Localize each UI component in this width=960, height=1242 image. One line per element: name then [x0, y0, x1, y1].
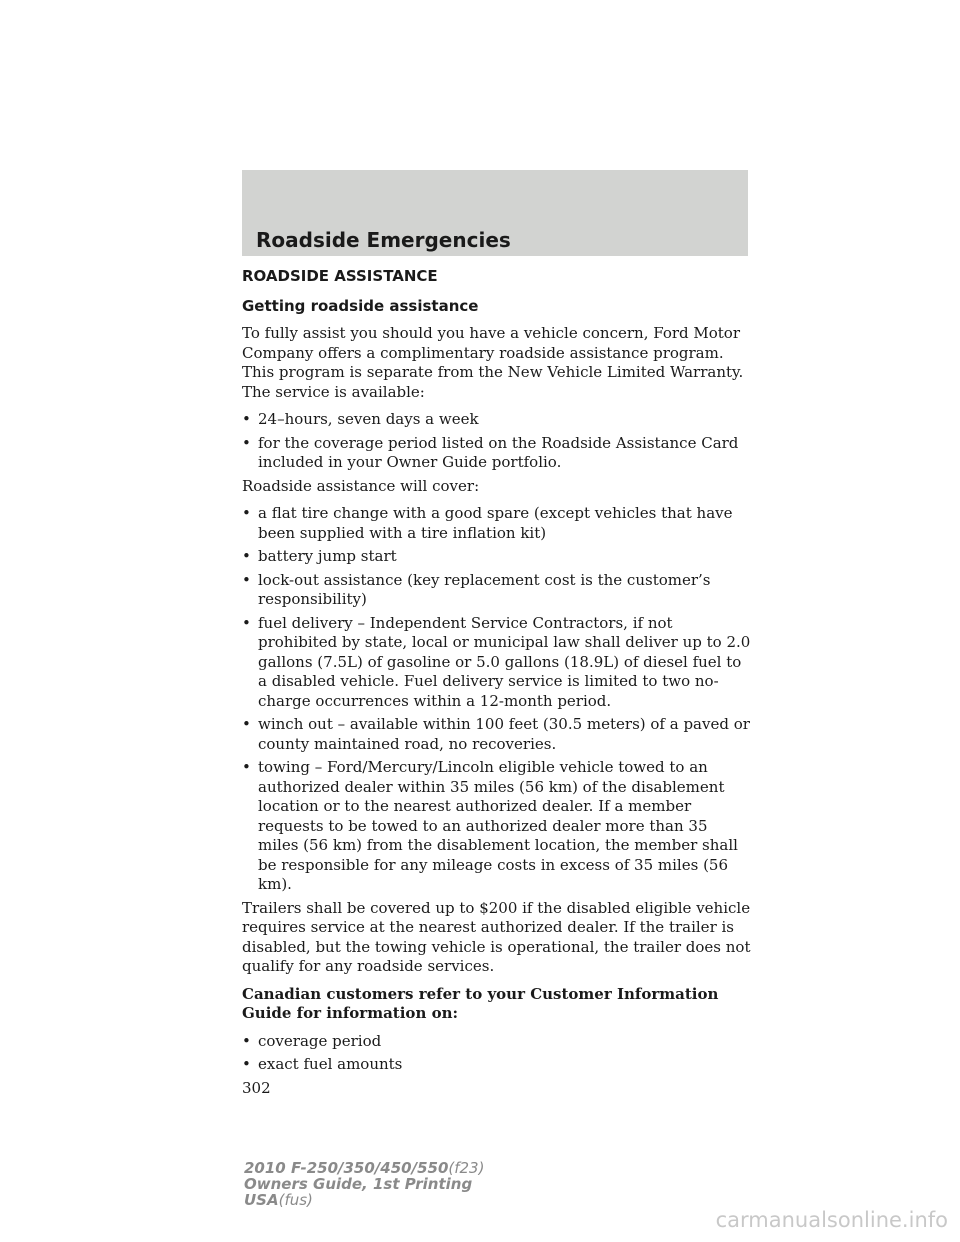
availability-list — [242, 410, 752, 473]
list-item — [242, 614, 752, 712]
list-item-text: winch out – available within 100 feet (30.5 meters) of a paved or county maintained road, no recoveries. — [258, 715, 750, 753]
list-item-text: towing – Ford/Mercury/Lincoln eligible vehicle towed to an authorized dealer within 35 miles (56 km) of the disablement location or to the nearest authorized dealer. If a member requests to be towed to an authorized dealer more than 35 miles (56 km) from the disablement location, the member shall be responsible for any mileage costs in excess of 35 miles (56 km). — [258, 758, 738, 893]
subsection-heading: Getting roadside assistance — [242, 296, 479, 315]
list-item — [242, 547, 752, 567]
list-item-text: a flat tire change with a good spare (except vehicles that have been supplied with a tire inflation kit) — [258, 504, 733, 542]
page-title: Roadside Emergencies — [256, 228, 511, 252]
bullet-icon: • — [242, 758, 251, 776]
footer-model: 2010 F-250/350/450/550 — [244, 1159, 449, 1177]
list-item-text: fuel delivery – Independent Service Contractors, if not prohibited by state, local or municipal law shall deliver up to 2.0 gallons (7.5L) of gasoline or 5.0 gallons (18.9L) of diesel fuel to a disabled vehicle. Fuel delivery service is limited to two no-charge occurrences within a 12-month period. — [258, 613, 751, 710]
list-item — [242, 715, 752, 754]
footer-printing: Owners Guide, 1st Printing — [244, 1175, 473, 1193]
canadian-list — [242, 1032, 752, 1075]
list-item — [242, 434, 752, 473]
page-content — [242, 267, 752, 1098]
coverage-list — [242, 504, 752, 895]
bullet-icon: • — [242, 433, 251, 452]
bullet-icon: • — [242, 1031, 251, 1050]
bullet-icon: • — [242, 570, 251, 589]
bullet-icon: • — [242, 1055, 251, 1073]
footer-market-code: (fus) — [278, 1191, 313, 1209]
print-footer — [244, 1160, 484, 1208]
canadian-note: Canadian customers refer to your Customer Information Guide for information on: — [242, 984, 719, 1022]
footer-line-model — [244, 1160, 484, 1176]
section-heading: ROADSIDE ASSISTANCE — [242, 267, 438, 285]
list-item-text: 24–hours, seven days a week — [258, 410, 479, 428]
bullet-icon: • — [242, 410, 251, 428]
list-item-text: exact fuel amounts — [258, 1055, 403, 1073]
list-item — [242, 504, 752, 543]
list-item-text: for the coverage period listed on the Roadside Assistance Card included in your Owner Guide portfolio. — [258, 433, 739, 471]
watermark: carmanualsonline.info — [715, 1208, 948, 1232]
bullet-icon: • — [242, 613, 251, 632]
footer-market: USA — [244, 1191, 279, 1209]
list-item-text: battery jump start — [258, 547, 397, 565]
intro-paragraph: To fully assist you should you have a vehicle concern, Ford Motor Company offers a complimentary roadside assistance program. This program is separate from the New Vehicle Limited Warranty. The service is available: — [242, 324, 744, 401]
list-item — [242, 571, 752, 610]
list-item — [242, 1032, 752, 1052]
header-band — [242, 170, 748, 256]
bullet-icon: • — [242, 547, 251, 565]
footer-line-market — [244, 1192, 484, 1208]
bullet-icon: • — [242, 504, 251, 522]
list-item-text: lock-out assistance (key replacement cost is the customer’s responsibility) — [258, 570, 711, 608]
page-number: 302 — [242, 1078, 271, 1097]
footer-model-code: (f23) — [448, 1159, 485, 1177]
list-item — [242, 758, 752, 895]
coverage-intro: Roadside assistance will cover: — [242, 476, 480, 495]
list-item — [242, 410, 752, 430]
bullet-icon: • — [242, 715, 251, 733]
list-item — [242, 1055, 752, 1075]
list-item-text: coverage period — [258, 1031, 382, 1050]
trailer-paragraph: Trailers shall be covered up to $200 if the disabled eligible vehicle requires service at the nearest authorized dealer. If the trailer is disabled, but the towing vehicle is operational, the trailer does not qualify for any roadside services. — [242, 898, 751, 975]
